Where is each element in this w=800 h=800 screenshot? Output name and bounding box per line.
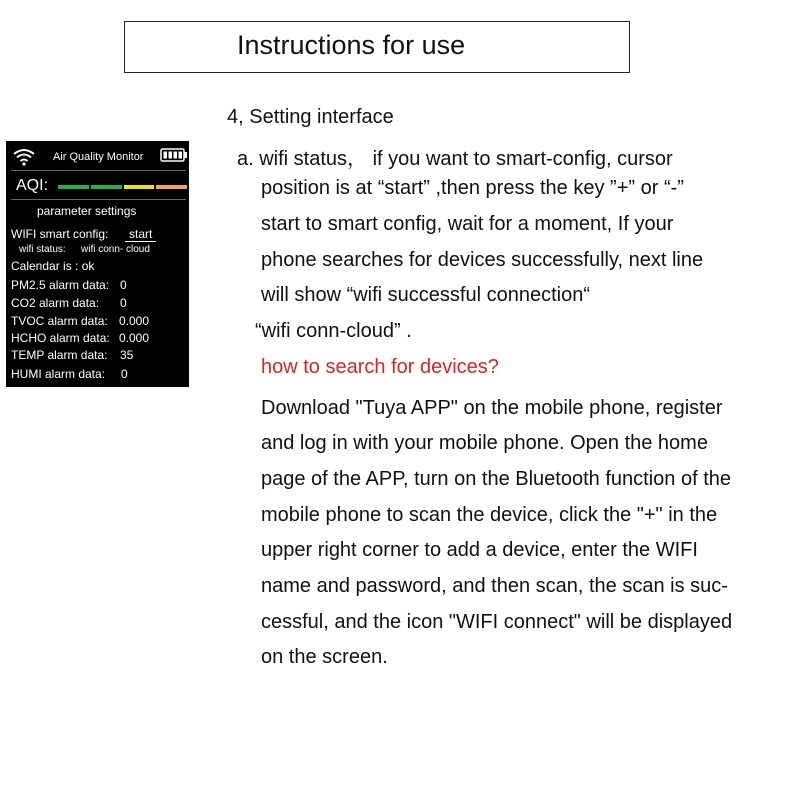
temp-alarm-label: TEMP alarm data: (11, 348, 108, 362)
page-title: Instructions for use (237, 30, 466, 60)
aqi-segment (156, 185, 187, 189)
device-divider (11, 199, 186, 200)
title-box (124, 21, 630, 73)
paragraph-line: start to smart config, wait for a moment, If your (261, 213, 674, 235)
wifi-config-start[interactable]: start (125, 227, 156, 242)
aqi-indicator (58, 185, 187, 189)
section-heading: 4, Setting interface (227, 106, 394, 128)
device-screen (6, 141, 189, 387)
battery-icon (160, 148, 188, 162)
pm25-alarm-value: 0 (120, 278, 127, 292)
aqi-segment (124, 185, 155, 189)
answer-line: on the screen. (261, 646, 388, 668)
answer-line: Download "Tuya APP" on the mobile phone, register (261, 397, 723, 419)
wifi-icon (13, 148, 35, 166)
paragraph-line: position is at “start” ,then press the key ”+” or “-” (261, 177, 684, 199)
device-title: Air Quality Monitor (53, 151, 144, 163)
answer-line: and log in with your mobile phone. Open the home (261, 432, 708, 454)
tvoc-alarm-value: 0.000 (119, 314, 150, 328)
section-title: parameter settings (37, 204, 137, 218)
tvoc-alarm-label: TVOC alarm data: (11, 314, 108, 328)
aqi-segment (91, 185, 122, 189)
hcho-alarm-value: 0.000 (119, 331, 150, 345)
paragraph-line: a. wifi status， if you want to smart-config, cursor (237, 148, 673, 170)
answer-line: mobile phone to scan the device, click the "+" in the (261, 504, 718, 526)
answer-line: name and password, and then scan, the scan is suc- (261, 575, 728, 597)
wifi-status-label: wifi status: (19, 244, 66, 255)
humi-alarm-label: HUMI alarm data: (11, 367, 106, 381)
question-heading: how to search for devices? (261, 356, 499, 378)
co2-alarm-label: CO2 alarm data: (11, 296, 100, 310)
co2-alarm-value: 0 (120, 296, 127, 310)
paragraph-line: will show “wifi successful connection“ (261, 284, 591, 306)
answer-line: cessful, and the icon "WIFI connect" will be displayed (261, 611, 733, 633)
answer-line: page of the APP, turn on the Bluetooth function of the (261, 468, 731, 490)
paragraph-line: “wifi conn-cloud” . (255, 320, 412, 342)
wifi-config-label: WIFI smart config: (11, 227, 109, 241)
paragraph-line: phone searches for devices successfully, next line (261, 249, 704, 271)
wifi-status-value: wifi conn- cloud (81, 244, 150, 255)
answer-line: upper right corner to add a device, enter the WIFI (261, 539, 698, 561)
device-divider (11, 170, 186, 171)
humi-alarm-value: 0 (121, 367, 128, 381)
aqi-segment (58, 185, 89, 189)
temp-alarm-value: 35 (120, 348, 134, 362)
aqi-label: AQI: (16, 177, 49, 194)
pm25-alarm-label: PM2.5 alarm data: (11, 278, 110, 292)
calendar-status: Calendar is : ok (11, 259, 95, 273)
hcho-alarm-label: HCHO alarm data: (11, 331, 110, 345)
